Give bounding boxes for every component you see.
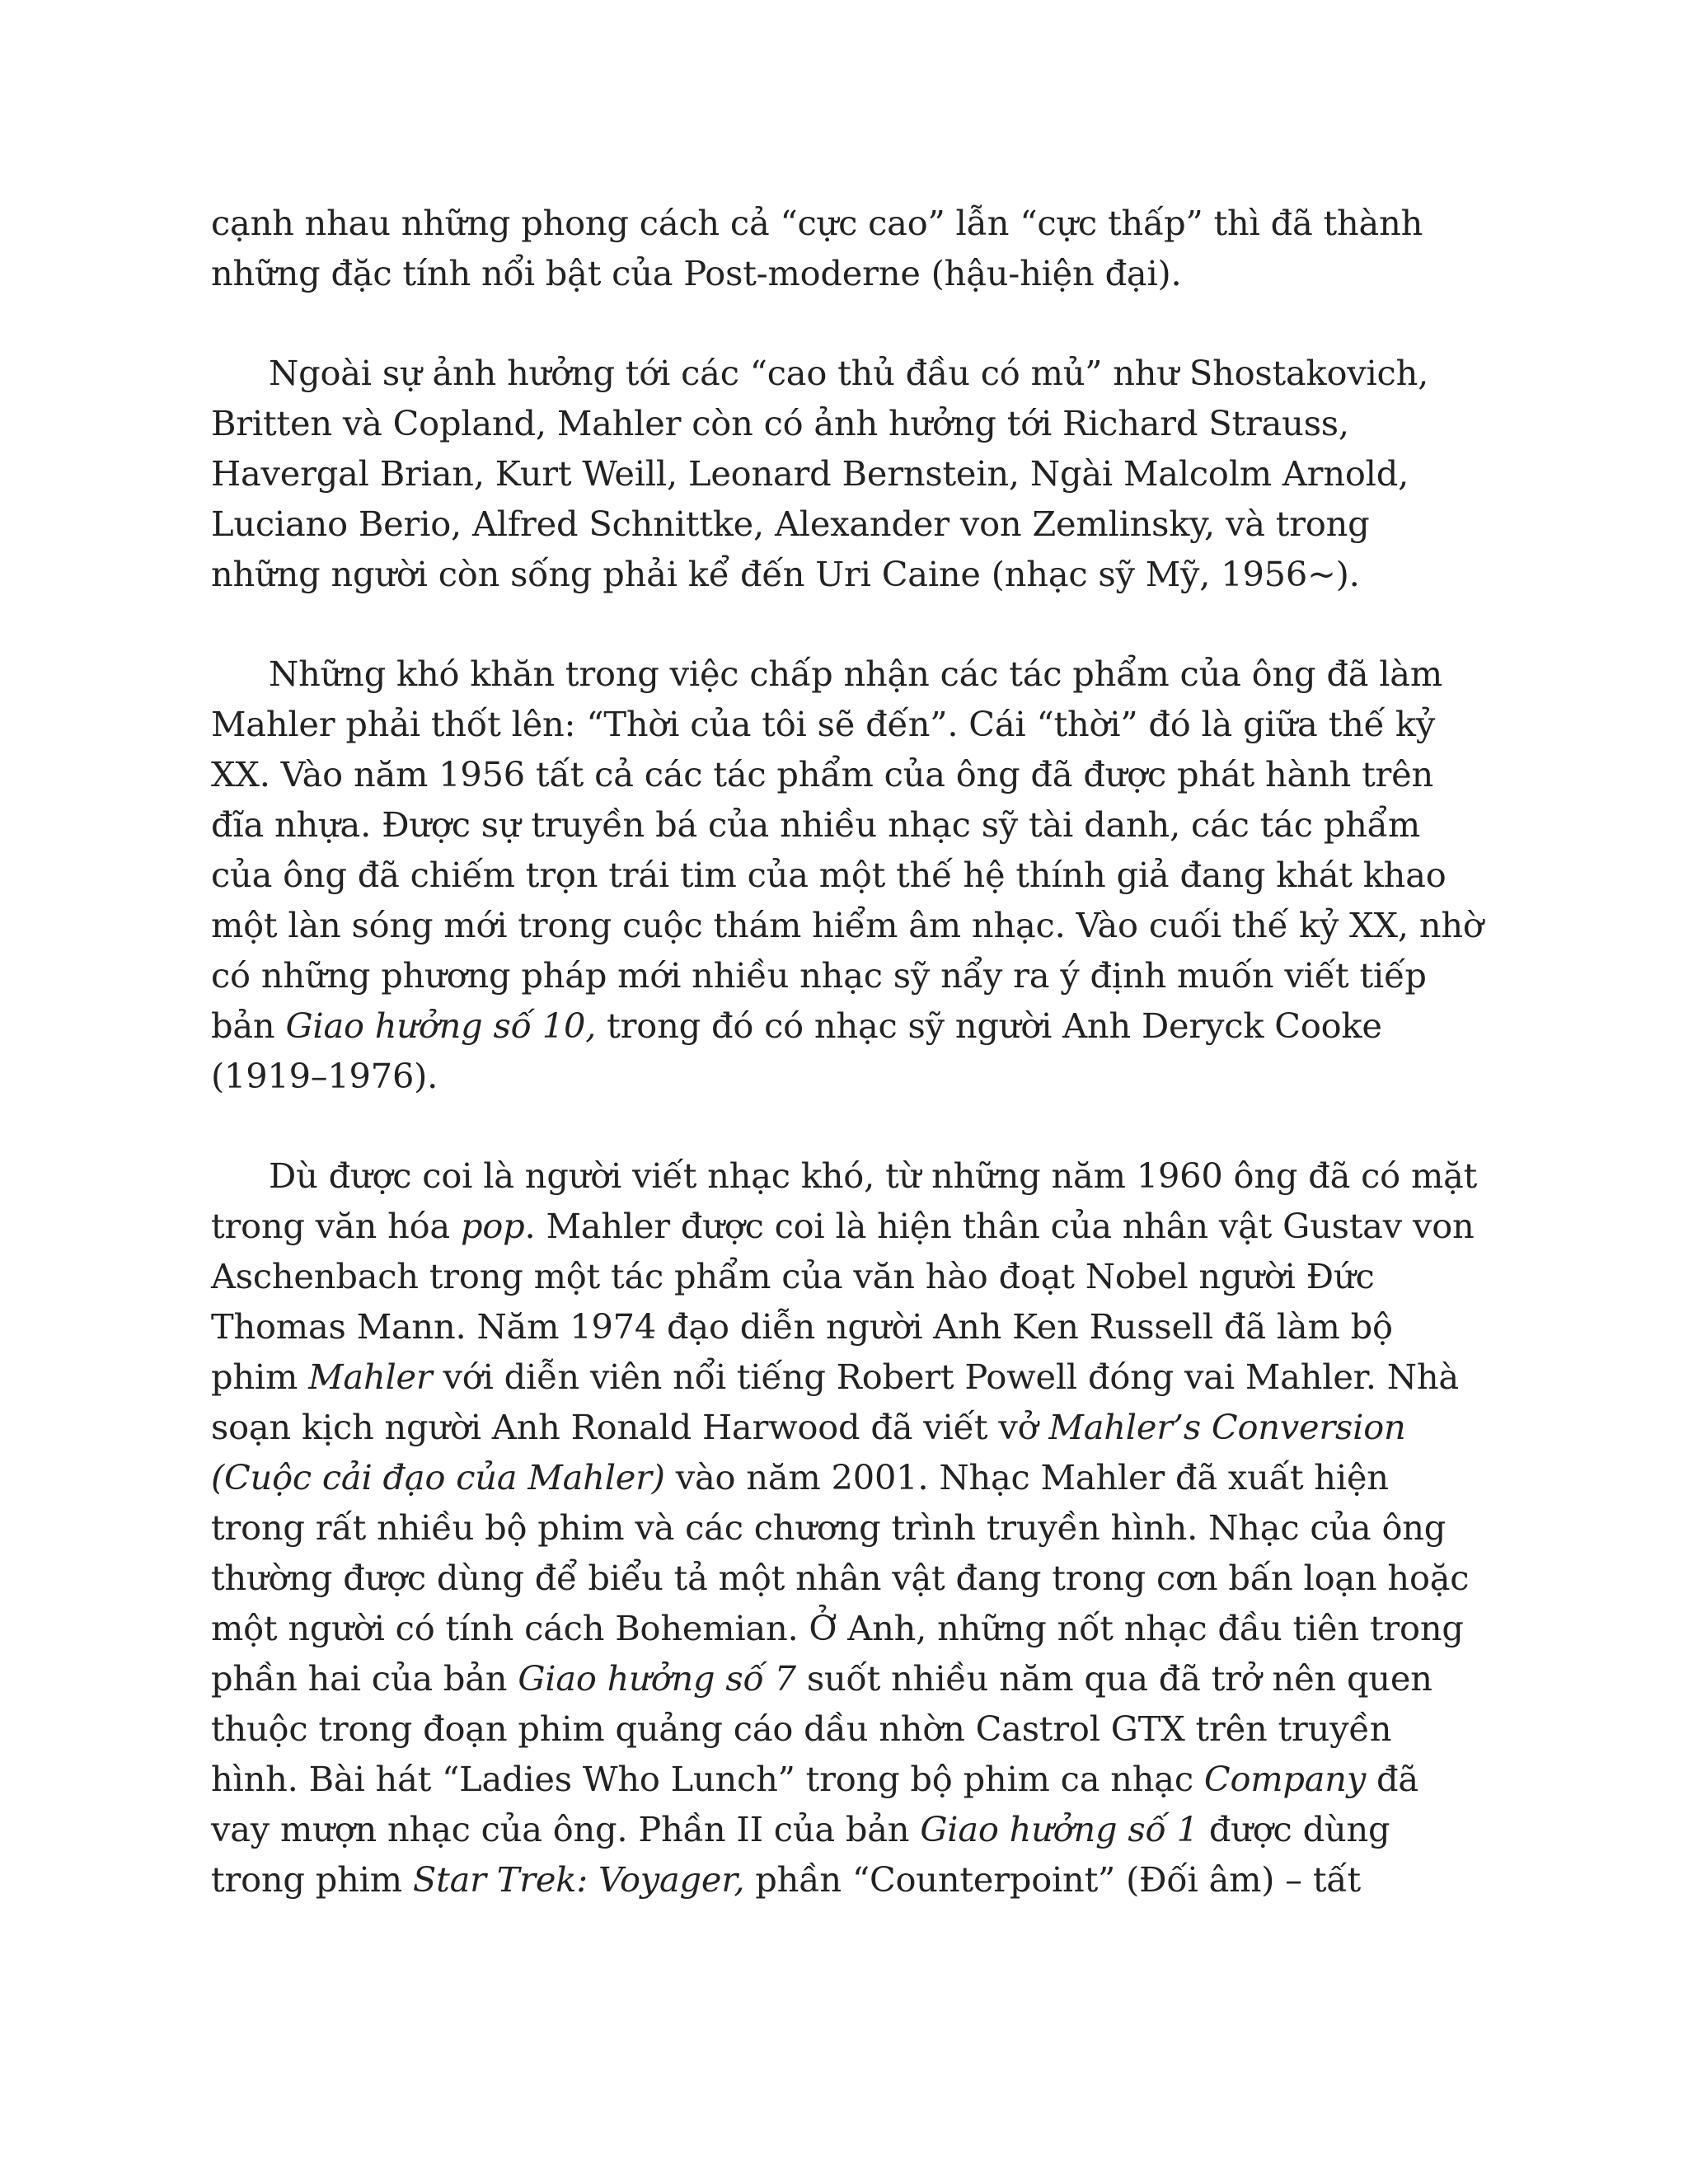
italic-run: Giao hưởng số 1	[920, 1809, 1198, 1849]
text-run: đã vay mượn nhạc của ông. Phần II của bản	[211, 1759, 1418, 1849]
text-run: phần “Counterpoint” (Đối âm) – tất	[744, 1859, 1362, 1900]
italic-run: Company	[1203, 1759, 1367, 1799]
italic-run: Star Trek: Voyager,	[412, 1859, 745, 1900]
paragraph-1	[211, 198, 1484, 298]
italic-run: Giao hưởng số 10,	[285, 1005, 597, 1046]
paragraph-2	[211, 348, 1484, 599]
text-run: Những khó khăn trong việc chấp nhận các tác phẩm của ông đã làm Mahler phải thốt lên: “Thời của tôi sẽ đến”. Cái “thời” đó là giữa thế kỷ XX. Vào năm 1956 tất cả các tác phẩm của ông đã được phát hành trên đĩa nhựa. Được sự truyền bá của nhiều nhạc sỹ tài danh, các tác phẩm của ông đã chiếm trọn trái tim của một thế hệ thính giả đang khát khao một làn sóng mới trong cuộc thám hiểm âm nhạc. Vào cuối thế kỷ XX, nhờ có những phương pháp mới nhiều nhạc sỹ nẩy ra ý định muốn viết tiếp bản	[211, 654, 1484, 1046]
text-run: trong đó có nhạc sỹ người Anh Deryck Cooke (1919–1976).	[211, 1005, 1382, 1096]
paragraph-3	[211, 649, 1484, 1101]
text-run: được dùng trong phim	[211, 1809, 1390, 1900]
italic-run: Mahler	[308, 1357, 433, 1397]
text-run: với diễn viên nổi tiếng Robert Powell đóng vai Mahler. Nhà soạn kịch người Anh Ronald Harwood đã viết vở	[211, 1357, 1459, 1447]
italic-run: Giao hưởng số 7	[518, 1658, 796, 1699]
text-run: . Mahler được coi là hiện thân của nhân vật Gustav von Aschenbach trong một tác phẩm của văn hào đoạt Nobel người Đức Thomas Mann. Năm 1974 đạo diễn người Anh Ken Russell đã làm bộ phim	[211, 1206, 1475, 1397]
text-run: Ngoài sự ảnh hưởng tới các “cao thủ đầu có mủ” như Shostakovich, Britten và Copland, Mahler còn có ảnh hưởng tới Richard Strauss, Havergal Brian, Kurt Weill, Leonard Bernstein, Ngài Malcolm Arnold, Luciano Berio, Alfred Schnittke, Alexander von Zemlinsky, và trong những người còn sống phải kể đến Uri Caine (nhạc sỹ Mỹ, 1956~).	[211, 353, 1429, 594]
text-run: Dù được coi là người viết nhạc khó, từ những năm 1960 ông đã có mặt trong văn hóa	[211, 1155, 1478, 1246]
paragraph-4	[211, 1151, 1484, 1905]
italic-run: Mahler’s Conversion (Cuộc cải đạo của Mahler)	[211, 1407, 1406, 1497]
document-page	[211, 198, 1484, 1954]
text-run: cạnh nhau những phong cách cả “cực cao” lẫn “cực thấp” thì đã thành những đặc tính nổi bật của Post-moderne (hậu-hiện đại).	[211, 203, 1423, 293]
text-run: vào năm 2001. Nhạc Mahler đã xuất hiện trong rất nhiều bộ phim và các chương trình truyền hình. Nhạc của ông thường được dùng để biểu tả một nhân vật đang trong cơn bấn loạn hoặc một người có tính cách Bohemian. Ở Anh, những nốt nhạc đầu tiên trong phần hai của bản	[211, 1457, 1470, 1699]
italic-run: pop	[460, 1206, 525, 1246]
text-run: suốt nhiều năm qua đã trở nên quen thuộc trong đoạn phim quảng cáo dầu nhờn Castrol GTX trên truyền hình. Bài hát “Ladies Who Lunch” trong bộ phim ca nhạc	[211, 1658, 1432, 1799]
